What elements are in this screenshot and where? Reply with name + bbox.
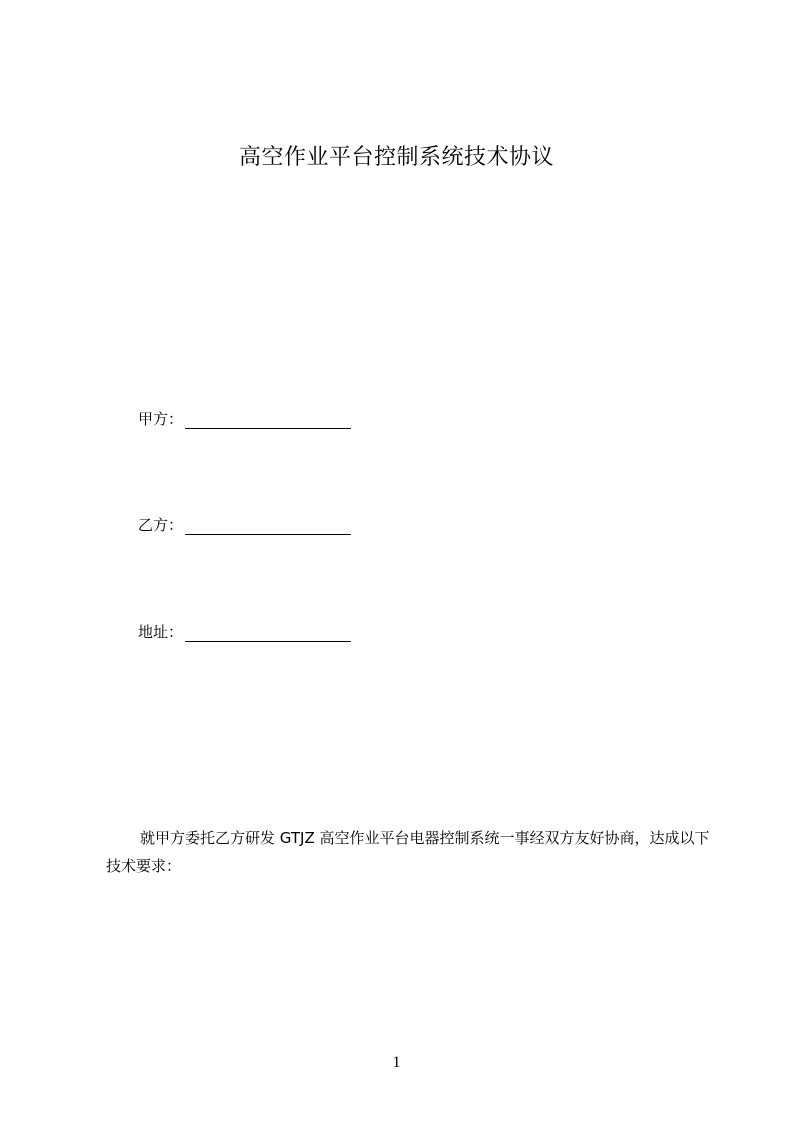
party-a-label: 甲方： [138,410,184,428]
party-a-field [138,408,351,429]
page-number: 1 [392,1054,401,1071]
address-field [138,621,351,642]
party-a-blank-line [185,414,351,429]
document-title: 高空作业平台控制系统技术协议 [238,145,554,170]
address-label: 地址： [138,623,184,641]
address-blank-line [185,627,351,642]
party-b-field [138,514,351,535]
intro-paragraph: 就甲方委托乙方研发 GTJZ 高空作业平台电器控制系统一事经双方友好协商，达成以下技术要求： [106,829,710,875]
party-b-label: 乙方： [138,516,184,534]
party-b-blank-line [185,520,351,535]
